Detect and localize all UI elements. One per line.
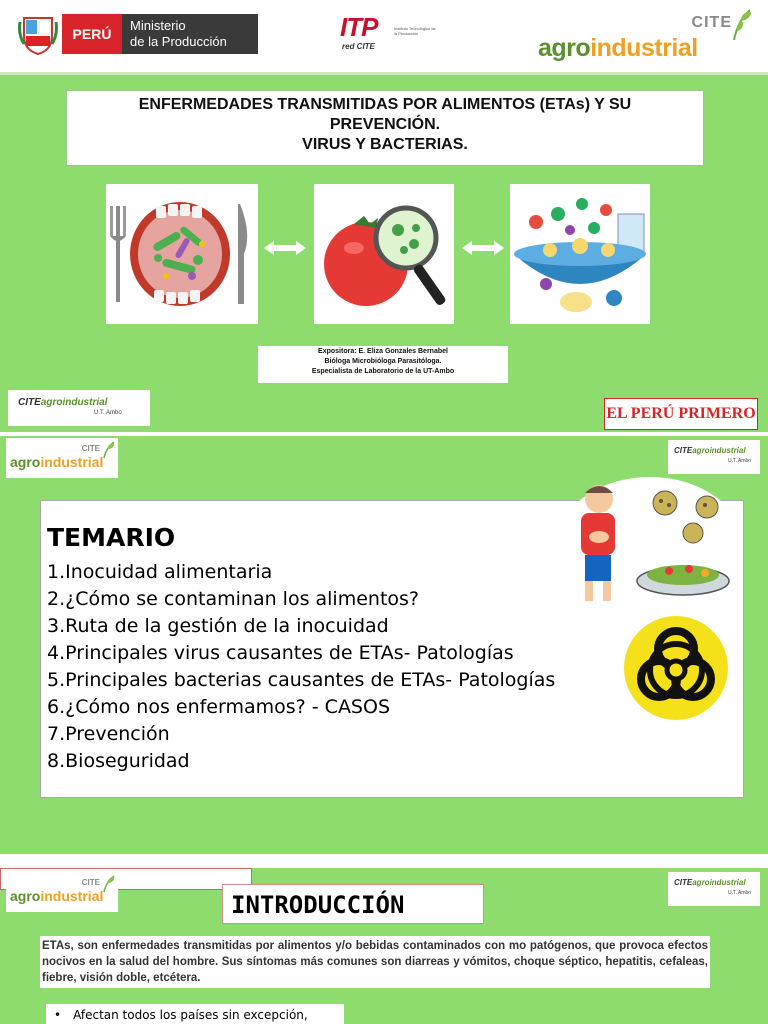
list-item: 3.Ruta de la gestión de la inocuidad — [47, 615, 389, 637]
germs-food-bowl-image — [510, 184, 650, 324]
cite-agro-text-right: CITEagroindustrial — [674, 446, 746, 455]
el-peru-primero-text: EL PERÚ PRIMERO — [606, 405, 756, 422]
tomato-magnifier-image — [314, 184, 454, 324]
agroindustrial-wordmark-small-3: agroindustrial — [10, 888, 104, 904]
itp-title: ITP — [340, 12, 378, 42]
list-item: 7.Prevención — [47, 723, 170, 745]
header-logos-bar — [0, 0, 768, 75]
list-item: 4.Principales virus causantes de ETAs- Patologías — [47, 642, 514, 664]
title-line-1: ENFERMEDADES TRANSMITIDAS POR ALIMENTOS (ETAs) Y SU — [138, 96, 632, 113]
slide-temario — [0, 436, 768, 854]
ut-ambo-text-right: U.T. Ambo — [728, 458, 752, 464]
leaf-icon — [730, 6, 754, 42]
cite-agro-text: CITEagroindustrial — [18, 397, 108, 408]
ut-ambo-text: U.T. Ambo — [94, 410, 122, 416]
temario-box — [40, 500, 744, 798]
speaker-credits — [258, 346, 508, 383]
bullet-list — [46, 1004, 344, 1024]
double-arrow-icon — [262, 238, 308, 258]
introduccion-heading: INTRODUCCIÓN — [222, 884, 484, 924]
ministry-line-1: Ministerio — [130, 18, 186, 33]
title-box — [66, 90, 704, 166]
cite-agroindustrial-logo-small-3 — [6, 872, 118, 912]
itp-logo — [340, 12, 440, 58]
peru-gov-logo — [18, 12, 258, 56]
title-line-2: PREVENCIÓN. — [329, 116, 441, 133]
sick-person-image — [557, 477, 743, 613]
credits-line-3: Especialista de Laboratorio de la UT-Ambo — [311, 368, 455, 375]
agroindustrial-wordmark — [538, 34, 698, 63]
el-peru-primero-logo — [604, 398, 758, 430]
credits-line-1: Expositora: E. Eliza Gonzales Bernabel — [318, 348, 448, 355]
biohazard-icon — [621, 613, 731, 723]
list-item: 5.Principales bacterias causantes de ETAs- Patologías — [47, 669, 556, 691]
slide-cover — [0, 0, 768, 432]
cite-agroindustrial-logo — [536, 6, 756, 66]
temario-list — [47, 559, 555, 775]
double-arrow-icon-2 — [460, 238, 506, 258]
ut-ambo-text-right-3: U.T. Ambo — [728, 890, 752, 896]
ministry-line-2: de la Producción — [130, 34, 227, 49]
itp-subtitle: red CITE — [342, 42, 375, 51]
peru-shield-icon — [18, 12, 58, 56]
cite-label-small-3: CITE — [81, 878, 100, 887]
slide-introduccion — [0, 868, 768, 1024]
credits-line-2: Bióloga Microbióloga Parasitóloga. — [324, 358, 442, 365]
bullet-dot: • — [54, 1008, 62, 1022]
leaf-icon-small — [102, 440, 116, 465]
agro-word: agro — [538, 34, 591, 62]
list-item: 8.Bioseguridad — [47, 750, 190, 772]
cite-ut-ambo-logo-right — [668, 440, 760, 474]
list-item: 6.¿Cómo nos enfermamos? - CASOS — [47, 696, 391, 718]
introduccion-paragraph: ETAs, son enfermedades transmitidas por alimentos y/o bebidas contaminados con mo patógenos, que provoca efectos nocivos en la salud del hombre. Sus síntomas más comunes son diarreas y vómitos, choque séptico, hepatitis, cefaleas, fiebre, visión doble, etcétera. — [40, 936, 710, 988]
peru-label: PERÚ — [62, 14, 122, 54]
cite-agro-text-right-3: CITEagroindustrial — [674, 878, 746, 887]
cite-ut-ambo-logo-right-3 — [668, 872, 760, 906]
title-line-3: VIRUS Y BACTERIAS. — [302, 136, 468, 153]
list-item: 2.¿Cómo se contaminan los alimentos? — [47, 588, 420, 610]
cite-label: CITE — [691, 14, 732, 31]
temario-heading: TEMARIO — [47, 523, 176, 552]
agroindustrial-wordmark-small: agroindustrial — [10, 454, 104, 470]
list-item: Afectan todos los países sin excepción, — [73, 1008, 308, 1022]
bacteria-mouth-image — [106, 184, 258, 324]
itp-description: Instituto Tecnológico de la Producción — [394, 26, 436, 36]
leaf-icon-small-3 — [102, 874, 116, 899]
ministry-label — [122, 14, 258, 54]
list-item: 1.Inocuidad alimentaria — [47, 561, 273, 583]
cite-ut-ambo-logo — [8, 390, 150, 426]
cite-label-small: CITE — [81, 444, 100, 453]
industrial-word: industrial — [590, 34, 698, 62]
cite-agroindustrial-logo-small — [6, 438, 118, 478]
